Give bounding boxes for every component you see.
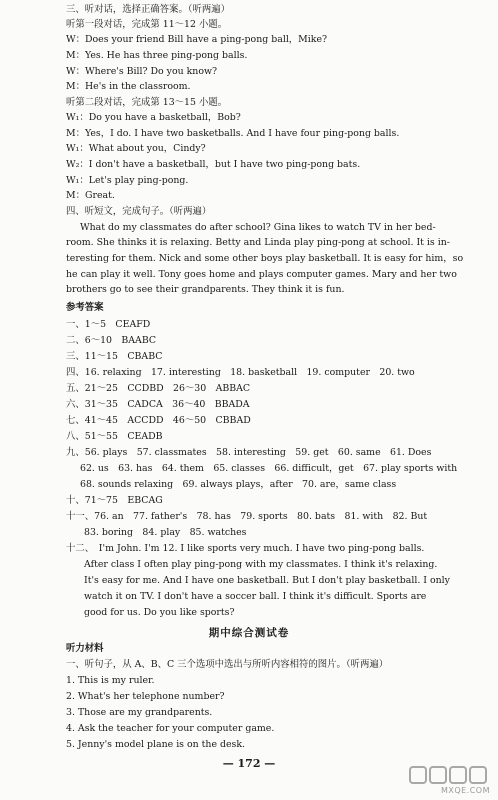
text-line: It's easy for me. And I have one basketball. But I don't play basketball. I only (84, 575, 450, 586)
text-line: good for us. Do you like sports? (84, 607, 235, 618)
text-line: 三、听对话，选择正确答案。（听两遍） (66, 4, 231, 15)
text-line: he can play it well. Tony goes home and plays computer games. Mary and her two (66, 269, 457, 280)
text-line: 3. Those are my grandparents. (66, 707, 213, 718)
text-line: M：Yes，I do. I have two basketballs. And I have four ping-pong balls. (66, 128, 400, 139)
text-line: 一、1～5 CEAFD (66, 319, 151, 330)
text-line: 十、71～75 EBCAG (66, 495, 163, 506)
text-line: W：Does your friend Bill have a ping-pong ball，Mike? (66, 34, 328, 45)
text-line: M：Yes. He has three ping-pong balls. (66, 50, 248, 61)
text-line: 83. boring 84. play 85. watches (84, 527, 247, 538)
text-line: After class I often play ping-pong with my classmates. I think it's relaxing. (84, 559, 438, 570)
text-line: 八、51～55 CEADB (66, 431, 163, 442)
text-line: M：He's in the classroom. (66, 81, 191, 92)
text-line: 十二、 I'm John. I'm 12. I like sports very much. I have two ping-pong balls. (66, 543, 425, 554)
text-line: W：Where's Bill? Do you know? (66, 66, 218, 77)
text-line: 七、41～45 ACCDD 46～50 CBBAD (66, 415, 251, 426)
text-line: 十一、76. an 77. father's 78. has 79. sports 80. bats 81. with 82. But (66, 511, 428, 522)
text-line: 二、6～10 BAABC (66, 335, 157, 346)
text-line: teresting for them. Nick and some other boys play basketball. It is easy for him，so (66, 253, 464, 264)
watermark-text: MXQE.COM (440, 786, 490, 795)
text-line: What do my classmates do after school? Gina likes to watch TV in her bed- (80, 222, 436, 233)
page-number: — 172 — (222, 757, 276, 770)
text-line: brothers go to see their grandparents. They think it is fun. (66, 284, 345, 295)
text-line: 2. What's her telephone number? (66, 691, 225, 702)
text-line: 参考答案 (66, 302, 104, 313)
text-line: 听力材料 (66, 643, 104, 654)
text-line: 68. sounds relaxing 69. always plays，after 70. are，same class (80, 479, 397, 490)
text-line: W₂：I don't have a basketball，but I have two ping-pong bats. (66, 159, 361, 170)
text-line: 一、听句子，从 A、B、C 三个选项中选出与所听内容相符的图片。（听两遍） (66, 659, 389, 670)
text-line: 六、31～35 CADCA 36～40 BBADA (66, 399, 250, 410)
text-line: W₁：What about you，Cindy? (66, 143, 206, 154)
text-line: 听第一段对话，完成第 11～12 小题。 (66, 19, 228, 30)
text-line: 听第二段对话，完成第 13～15 小题。 (66, 97, 228, 108)
text-line: 4. Ask the teacher for your computer game. (66, 723, 275, 734)
text-line: watch it on TV. I don't have a soccer ball. I think it's difficult. Sports are (84, 591, 427, 602)
text-line: 1. This is my ruler. (66, 675, 155, 686)
text-line: 62. us 63. has 64. them 65. classes 66. difficult，get 67. play sports with (80, 463, 458, 474)
text-line: 5. Jenny's model plane is on the desk. (66, 739, 245, 750)
text-line: 四、16. relaxing 17. interesting 18. basketball 19. computer 20. two (66, 367, 415, 378)
text-line: W₁：Do you have a basketball，Bob? (66, 112, 241, 123)
text-line: room. She thinks it is relaxing. Betty and Linda play ping-pong at school. It is in- (66, 237, 450, 248)
text-line: 九、56. plays 57. classmates 58. interesting 59. get 60. same 61. Does (66, 447, 432, 458)
text-line: 三、11～15 CBABC (66, 351, 163, 362)
section-title: 期中综合测试卷 (208, 627, 290, 639)
text-line: M：Great. (66, 190, 115, 201)
text-line: 四、听短文，完成句子。（听两遍） (66, 206, 212, 217)
text-line: W₁：Let's play ping-pong. (66, 175, 189, 186)
text-line: 五、21～25 CCDBD 26～30 ABBAC (66, 383, 251, 394)
